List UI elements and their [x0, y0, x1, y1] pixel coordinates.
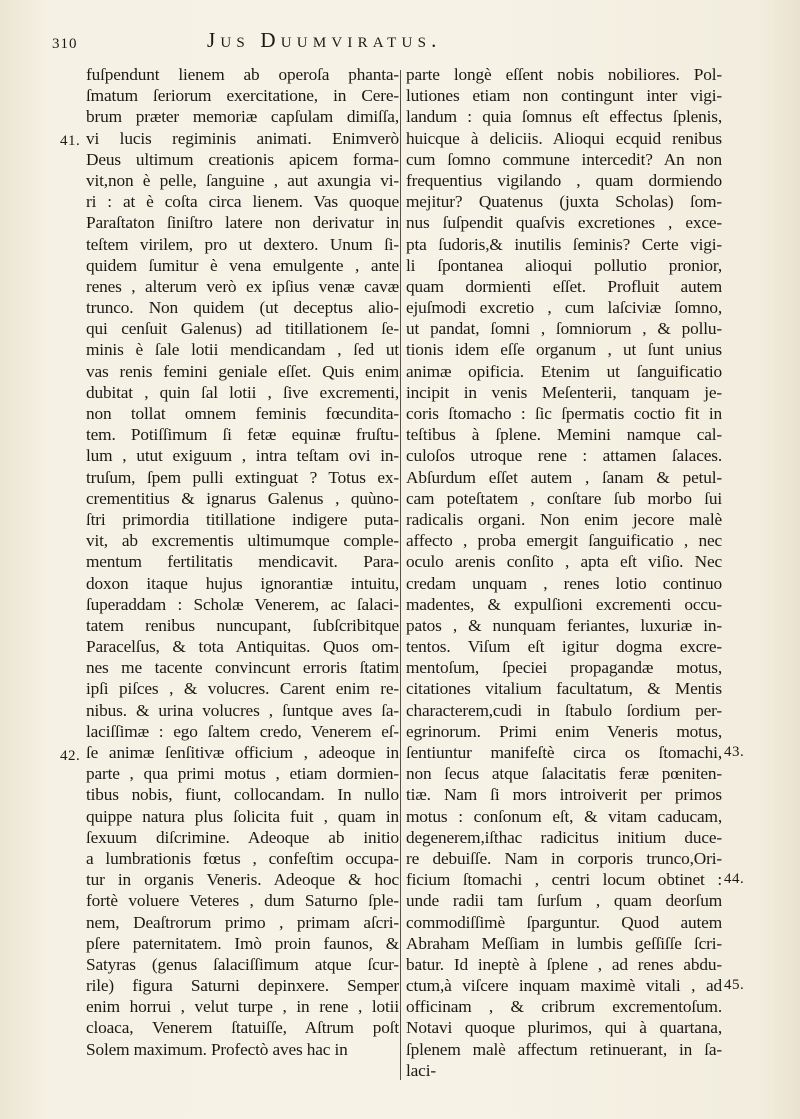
- left-column-line: tur in organis Veneris. Adeoque & hoc: [86, 870, 399, 890]
- left-column-line: qui cenſuit Galenus) ad titillationem ſe-: [86, 319, 399, 339]
- left-column-line: quippe natura plus ſolicita fuit , quam in: [86, 806, 399, 826]
- left-column-line: ſtri primordia titillatione indigere puta-: [86, 509, 399, 529]
- left-column-line: nem, Deaſtrorum primo , primam aſcri-: [86, 912, 399, 932]
- margin-note-43: 43.: [724, 744, 745, 760]
- left-column-line: Paraſtaton ſiniſtro latere non derivatur in: [86, 213, 399, 233]
- left-column-line: ipſi piſces , & volucres. Carent enim re-: [86, 679, 399, 699]
- left-column-line: dubitat , quin ſal lotii , ſive excrementi,: [86, 382, 399, 402]
- right-column-line: affecto , proba emergit ſanguificatio , nec: [406, 531, 722, 551]
- left-column-line: vit, ab excrementis ultimumque comple-: [86, 531, 399, 551]
- left-column-line: ſexuum diſcrimine. Adeoque ab initio: [86, 827, 399, 847]
- right-column-line: characterem,cudi in ſtabulo ſordium per-: [406, 700, 722, 720]
- right-column-line: non ſecus atque ſalacitatis feræ pœniten-: [406, 764, 722, 784]
- right-column-line: tiæ. Nam ſi mors introiverit per primos: [406, 785, 722, 805]
- left-column-line: doxon itaque hujus ignorantiæ intuitu,: [86, 573, 399, 593]
- left-column-line: nes me tacente convincunt erroris ſtatim: [86, 658, 399, 678]
- left-column-line: pſere paternitatem. Imò proin faunos, &: [86, 933, 399, 953]
- right-column-line: ut pandat, ſomni , ſomniorum , & pollu-: [406, 319, 722, 339]
- right-column-line: nus ſuſpendit quaſvis excretiones , exce-: [406, 213, 722, 233]
- right-column-line: ctum,à viſcere inquam maximè vitali , ad: [406, 976, 722, 996]
- left-column-line: ſmatum ſeriorum exercitatione, in Cere-: [86, 86, 399, 106]
- right-column-line: teſtibus à ſplene. Memini namque cal-: [406, 425, 722, 445]
- right-column-line: cum ſomno commune intercedit? An non: [406, 149, 722, 169]
- left-column-line: fortè voluere Veteres , dum Saturno ſple-: [86, 891, 399, 911]
- margin-note-42: 42.: [60, 748, 81, 764]
- right-column-line: tentos. Viſum eſt igitur dogma excre-: [406, 637, 722, 657]
- right-column-line: batur. Id ineptè à ſplene , ad renes abdu-: [406, 954, 722, 974]
- right-column-line: culoſos utroque rene : attamen ſalaces.: [406, 446, 722, 466]
- page-edge-shading: [760, 0, 800, 1119]
- page-number: 310: [52, 36, 78, 52]
- left-column-line: tibus nobis, fiunt, collocandam. In nullo: [86, 785, 399, 805]
- left-column-line: vas renis femini geniale eſſet. Quis enim: [86, 361, 399, 381]
- left-column-line: vit,non è pelle, ſanguine , aut axungia vi-: [86, 170, 399, 190]
- right-column-line: pta ſudoris,& inutilis ſeminis? Certe vigi-: [406, 234, 722, 254]
- left-column-line: tem. Potiſſimum ſi fetæ equinæ fruſtu-: [86, 425, 399, 445]
- right-column-line: commodiſſimè ſparguntur. Quod autem: [406, 912, 722, 932]
- right-column-line: patos , & nunquam feriantes, luxuriæ in-: [406, 615, 722, 635]
- column-divider: [400, 70, 401, 1080]
- right-column-line: incipit in venis Meſenterii, tanquam je-: [406, 382, 722, 402]
- right-column-line: laci-: [406, 1060, 436, 1080]
- left-column-line: a lumbrationis fœtus , confeſtim occupa-: [86, 848, 399, 868]
- right-column-line: madentes, & expulſioni excrementi occu-: [406, 594, 722, 614]
- right-column-line: animæ opificia. Etenim ut ſanguificatio: [406, 361, 722, 381]
- margin-note-41: 41.: [60, 133, 81, 149]
- right-column-line: quam dormienti eſſet. Profluit autem: [406, 276, 722, 296]
- right-column-line: landum : quia ſomnus eſt effectus ſplenis,: [406, 107, 722, 127]
- left-column-line: nibus. & urina volucres , ſuntque aves ſa-: [86, 700, 399, 720]
- right-column-line: ſplenem malè affectum retinuerant, in ſa-: [406, 1039, 722, 1059]
- left-column-line: renes , alterum verò ex ipſius venæ cavæ: [86, 276, 399, 296]
- right-column-line: huicque à deliciis. Alioqui ecquid renibus: [406, 128, 722, 148]
- right-column-line: oculo arenis conſito , apta eſt viſio. Nec: [406, 552, 722, 572]
- right-column-line: egrinorum. Primi enim Veneris motus,: [406, 721, 722, 741]
- right-column-line: lutiones etiam non contingunt inter vigi-: [406, 86, 722, 106]
- right-column-line: mejitur? Quatenus (juxta Scholas) ſom-: [406, 192, 722, 212]
- right-column-line: radicalis organi. Non enim jecore malè: [406, 509, 722, 529]
- right-column-line: Abraham Meſſiam in lumbis geſſiſſe ſcri-: [406, 933, 722, 953]
- left-text-column: [86, 64, 399, 1060]
- margin-note-44: 44.: [724, 871, 745, 887]
- left-column-line: minis è ſale lotii mendicandam , ſed ut: [86, 340, 399, 360]
- left-column-line: truſum, ſpem pulli extinguat ? Totus ex-: [86, 467, 399, 487]
- left-column-line: non tollat omnem feminis fœcundita-: [86, 404, 399, 423]
- right-column-line: tionis idem eſſe organum , ut ſunt unius: [406, 340, 722, 360]
- running-title: Jus Duumviratus.: [207, 28, 442, 52]
- right-column-line: Notavi quoque plurimos, qui à quartana,: [406, 1018, 722, 1038]
- right-column-line: coris ſtomacho : ſic ſpermatis coctio fit in: [406, 404, 722, 423]
- left-column-line: vi lucis regiminis animati. Enimverò: [86, 128, 399, 148]
- right-column-line: degenerem,iſthac radicitus initium duce-: [406, 827, 722, 847]
- right-column-line: Abſurdum eſſet autem , ſanam & petul-: [406, 467, 722, 487]
- left-column-line: quidem ſumitur è vena emulgente , ante: [86, 255, 399, 275]
- right-column-line: li ſpontanea alioqui pollutio pronior,: [406, 255, 722, 275]
- right-column-line: frequentius vigilando , quam dormiendo: [406, 170, 722, 190]
- left-column-line: Deus ultimum creationis apicem forma-: [86, 149, 399, 169]
- left-column-line: crementitius & ignarus Galenus , quùno-: [86, 488, 399, 508]
- right-column-line: officinam , & cribrum excrementoſum.: [406, 997, 722, 1017]
- left-column-line: Satyras (genus ſalaciſſimum atque ſcur-: [86, 954, 399, 974]
- left-column-line: teſtem virilem, pro ut dextero. Unum ſi-: [86, 234, 399, 254]
- left-column-line: fuſpendunt lienem ab operoſa phanta-: [86, 65, 399, 84]
- right-column-line: credam unquam , renes lotio continuo: [406, 573, 722, 593]
- left-column-line: Solem maximum. Profectò aves hac in: [86, 1039, 348, 1059]
- left-column-line: ſe animæ ſenſitivæ officium , adeoque in: [86, 743, 399, 762]
- left-column-line: ſuperaddam : Scholæ Venerem, ac ſalaci-: [86, 594, 399, 614]
- right-column-line: unde radii tam ſurſum , quam deorſum: [406, 891, 722, 911]
- left-column-line: rile) figura Saturni depinxere. Semper: [86, 976, 399, 996]
- left-column-line: parte , qua primi motus , etiam dormien-: [86, 764, 399, 784]
- left-column-line: cloaca, Venerem ſtatuiſſe, Aſtrum poſt: [86, 1018, 399, 1038]
- right-column-line: ejuſmodi excretio , cum laſciviæ ſomno,: [406, 298, 722, 318]
- right-column-line: cam poteſtatem , conſtare ſub morbo ſui: [406, 488, 722, 508]
- right-column-line: parte longè eſſent nobis nobiliores. Pol-: [406, 65, 722, 84]
- left-column-line: enim horrui , velut turpe , in rene , lotii: [86, 997, 399, 1017]
- left-column-line: trunco. Non quidem (ut deceptus alio-: [86, 298, 399, 318]
- margin-note-45: 45.: [724, 977, 745, 993]
- right-column-line: ſentiuntur manifeſtè circa os ſtomachi,: [406, 743, 722, 762]
- left-column-line: laciſſimæ : ego ſaltem credo, Venerem eſ-: [86, 721, 399, 741]
- right-column-line: motus : conſonum eſt, & vitam caducam,: [406, 806, 722, 826]
- left-column-line: brum præter memoriæ capſulam dimiſſa,: [86, 107, 399, 127]
- right-column-line: mentoſum, ſpeciei propagandæ motus,: [406, 658, 722, 678]
- right-column-line: ficium ſtomachi , centri locum obtinet :: [406, 870, 722, 890]
- page-header: [52, 22, 772, 56]
- left-column-line: ri : at è coſta circa lienem. Vas quoque: [86, 192, 399, 212]
- left-column-line: mentum fertilitatis mendicavit. Para-: [86, 552, 399, 572]
- left-column-line: tatem renibus nuncupant, ſubſcribitque: [86, 615, 399, 635]
- right-column-line: citationes vitalium facultatum, & Mentis: [406, 679, 722, 699]
- right-column-line: re debuiſſe. Nam in corporis trunco,Ori-: [406, 848, 722, 868]
- left-column-line: Paracelſus, & tota Antiquitas. Quos om-: [86, 637, 399, 657]
- left-column-line: lum , utut exiguum , intra teſtam ovi in-: [86, 446, 399, 466]
- right-text-column: [406, 64, 722, 1081]
